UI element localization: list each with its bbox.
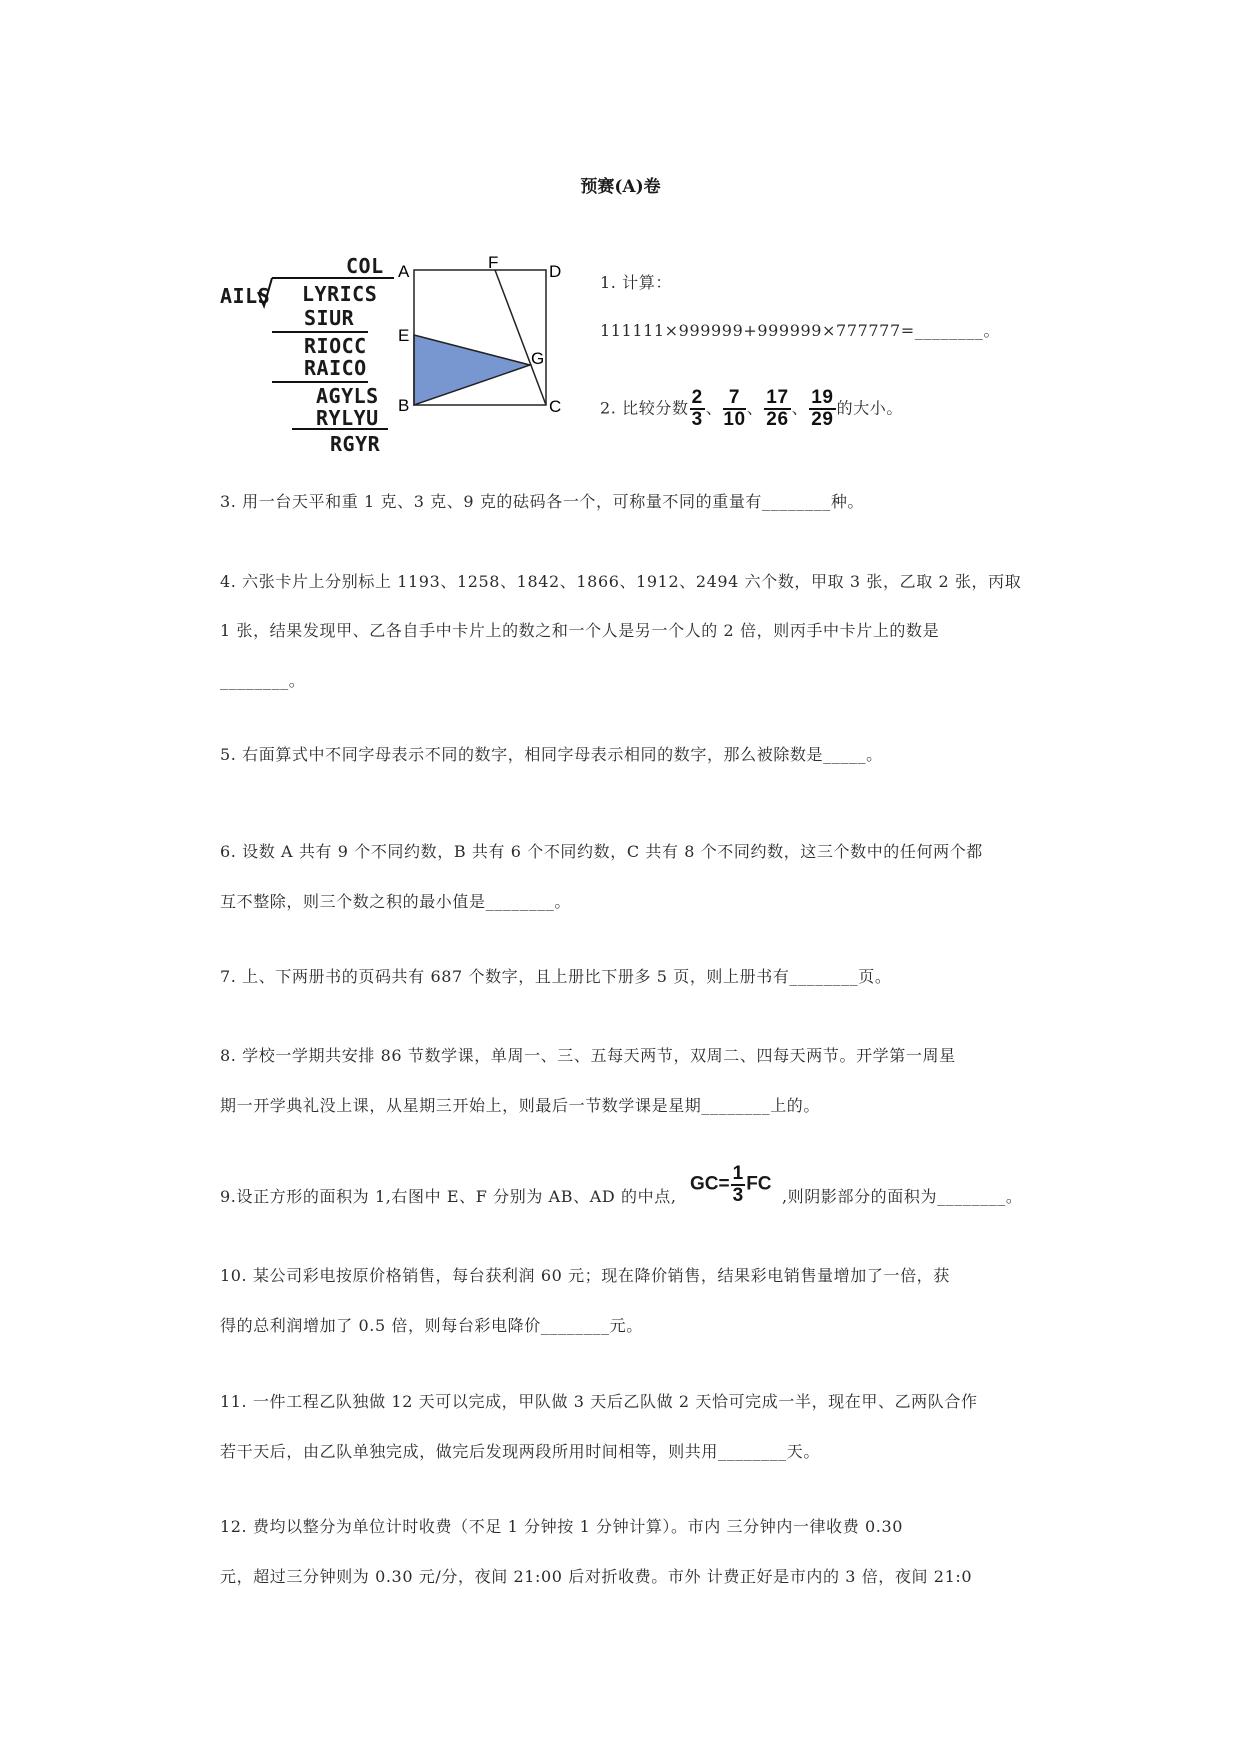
page-title: 预赛(A)卷 <box>580 177 661 197</box>
label-c: C <box>549 397 562 416</box>
question-10-line-1: 10. 某公司彩电按原价格销售，每台获利润 60 元；现在降价销售，结果彩电销售量增加了一倍，获 <box>220 1266 950 1285</box>
division-row-4: AGYLS <box>316 384 379 408</box>
label-d: D <box>549 262 562 281</box>
shaded-triangle <box>414 335 530 405</box>
question-2: 2. 比较分数 $\frac{2}{3}$ 、 $\frac{7}{10}$ 、 $\frac{17}{26}$ 、 $\frac{19}{29}$ 的大小。 <box>600 387 903 430</box>
label-a: A <box>398 262 410 281</box>
division-quotient: COL <box>346 254 384 278</box>
question-12-line-1: 12. 费均以整分为单位计时收费（不足 1 分钟按 1 分钟计算）。市内 三分钟内一律收费 0.30 <box>220 1517 904 1536</box>
division-row-2: RIOCC <box>304 334 367 358</box>
label-g: G <box>531 349 545 368</box>
line-fc <box>495 270 546 405</box>
question-10-line-2: 得的总利润增加了 0.5 倍，则每台彩电降价________元。 <box>220 1316 643 1335</box>
fraction-3: $\frac{17}{26}$ <box>766 387 789 430</box>
question-6-line-2: 互不整除，则三个数之积的最小值是________。 <box>220 892 572 911</box>
question-9-text: 9.设正方形的面积为 1,右图中 E、F 分别为 AB、AD 的中点, <box>220 1187 677 1206</box>
question-3: 3. 用一台天平和重 1 克、3 克、9 克的砝码各一个，可称量不同的重量有________种。 <box>220 492 865 511</box>
question-6-line-1: 6. 设数 A 共有 9 个不同约数，B 共有 6 个不同约数，C 共有 8 个不同约数，这三个数中的任何两个都 <box>220 842 983 861</box>
fraction-2: $\frac{7}{10}$ <box>723 387 746 430</box>
question-4-line-3: ________。 <box>220 671 306 690</box>
question-7: 7. 上、下两册书的页码共有 687 个数字，且上册比下册多 5 页，则上册书有________页。 <box>220 967 892 986</box>
division-puzzle <box>218 248 418 458</box>
question-8-line-1: 8. 学校一学期共安排 86 节数学课，单周一、三、五每天两节，双周二、四每天两节。开学第一周星 <box>220 1046 956 1065</box>
label-e: E <box>398 326 410 345</box>
question-12-line-2: 元，超过三分钟则为 0.30 元/分，夜间 21:00 后对折收费。市外 计费正好是市内的 3 倍，夜间 21:0 <box>220 1567 973 1586</box>
division-row-6: RGYR <box>330 432 381 456</box>
division-row-5: RYLYU <box>316 406 379 430</box>
fraction-1: $\frac{2}{3}$ <box>691 387 703 430</box>
division-row-3: RAICO <box>304 356 367 380</box>
question-9-formula: GC= $\frac{1}{3}$ FC <box>690 1163 772 1206</box>
division-row-1: SIUR <box>304 306 355 330</box>
question-8-line-2: 期一开学典礼没上课，从星期三开始上，则最后一节数学课是星期________上的。 <box>220 1096 821 1115</box>
square-figure <box>395 255 575 425</box>
question-5: 5. 右面算式中不同字母表示不同的数字，相同字母表示相同的数字，那么被除数是_____。 <box>220 745 883 764</box>
question-1-expression: 111111×999999+999999×777777=________。 <box>600 321 1001 340</box>
label-f: F <box>488 255 499 272</box>
label-b: B <box>398 396 410 415</box>
division-dividend: LYRICS <box>302 282 378 306</box>
question-11-line-1: 11. 一件工程乙队独做 12 天可以完成，甲队做 3 天后乙队做 2 天恰可完成一半，现在甲、乙两队合作 <box>220 1392 978 1411</box>
fraction-4: $\frac{19}{29}$ <box>811 387 834 430</box>
question-4-line-1: 4. 六张卡片上分别标上 1193、1258、1842、1866、1912、2494 六个数，甲取 3 张，乙取 2 张，丙取 <box>220 572 1022 591</box>
question-2-prefix: 2. 比较分数 <box>600 398 689 418</box>
division-divisor: AILS <box>220 284 271 308</box>
question-1-label: 1. 计算： <box>600 273 672 292</box>
question-9-tail: ,则阴影部分的面积为________。 <box>782 1187 1023 1206</box>
question-2-suffix: 的大小。 <box>836 398 903 418</box>
question-4-line-2: 1 张，结果发现甲、乙各自手中卡片上的数之和一个人是另一个人的 2 倍，则丙手中卡片上的数是 <box>220 621 940 640</box>
division-radical <box>258 278 272 306</box>
question-11-line-2: 若干天后，由乙队单独完成，做完后发现两段所用时间相等，则共用________天。 <box>220 1442 821 1461</box>
